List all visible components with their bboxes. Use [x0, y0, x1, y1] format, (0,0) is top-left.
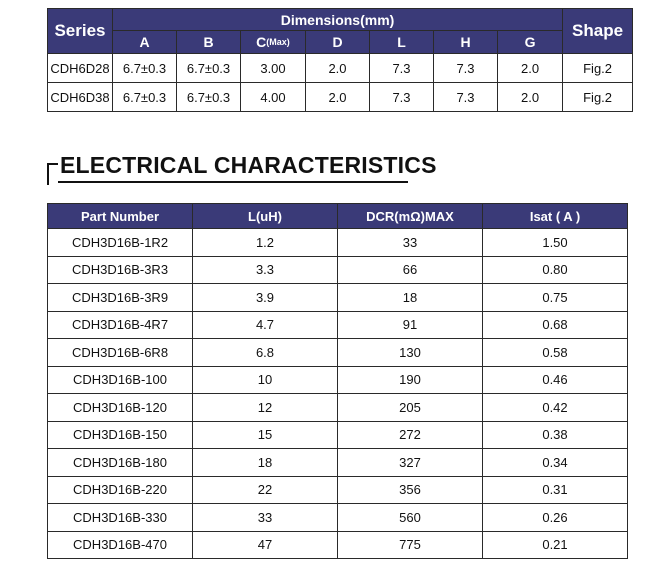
inductance-cell: 47	[193, 531, 338, 559]
dcr-cell: 272	[338, 421, 483, 449]
dimension-column-label: L	[397, 34, 406, 50]
dimension-column-label: D	[332, 34, 343, 50]
electrical-characteristics-table	[47, 203, 628, 559]
dimension-column-label: G	[524, 34, 536, 50]
part-number-cell: CDH3D16B-3R3	[48, 256, 193, 284]
isat-header: Isat ( A )	[483, 204, 628, 229]
isat-cell: 0.31	[483, 476, 628, 504]
dcr-cell: 356	[338, 476, 483, 504]
dimension-column-header	[498, 31, 563, 54]
electrical-header-row	[48, 204, 628, 229]
part-number-cell: CDH3D16B-4R7	[48, 311, 193, 339]
inductance-cell: 12	[193, 394, 338, 422]
heading-bracket	[47, 163, 58, 185]
shape-header: Shape	[563, 9, 633, 54]
dimension-column-header	[241, 31, 306, 54]
dimension-value-cell: 2.0	[306, 83, 370, 112]
dimension-column-header	[306, 31, 370, 54]
part-number-cell: CDH3D16B-1R2	[48, 229, 193, 257]
dcr-header: DCR(mΩ)MAX	[338, 204, 483, 229]
part-number-cell: CDH3D16B-3R9	[48, 284, 193, 312]
dimension-value-cell: 2.0	[306, 54, 370, 83]
electrical-body	[48, 229, 628, 559]
table-row	[48, 366, 628, 394]
isat-cell: 0.26	[483, 504, 628, 532]
heading-underline	[58, 181, 408, 183]
dimension-column-header	[177, 31, 241, 54]
isat-cell: 1.50	[483, 229, 628, 257]
inductance-cell: 18	[193, 449, 338, 477]
part-number-cell: CDH3D16B-470	[48, 531, 193, 559]
table-row	[48, 229, 628, 257]
table-row	[48, 476, 628, 504]
series-cell: CDH6D38	[48, 83, 113, 112]
dcr-cell: 66	[338, 256, 483, 284]
section-title: ELECTRICAL CHARACTERISTICS	[60, 152, 437, 178]
dimension-column-header	[370, 31, 434, 54]
dimension-value-cell: 2.0	[498, 83, 563, 112]
dcr-cell: 327	[338, 449, 483, 477]
table-row	[48, 449, 628, 477]
dimension-value-cell: 4.00	[241, 83, 306, 112]
dimensions-row	[48, 83, 633, 112]
part-number-header: Part Number	[48, 204, 193, 229]
dcr-cell: 205	[338, 394, 483, 422]
dimension-column-header	[113, 31, 177, 54]
part-number-cell: CDH3D16B-220	[48, 476, 193, 504]
dimension-columns-row	[48, 31, 633, 54]
dimensions-row	[48, 54, 633, 83]
table-row	[48, 504, 628, 532]
inductance-cell: 4.7	[193, 311, 338, 339]
isat-cell: 0.42	[483, 394, 628, 422]
inductance-cell: 6.8	[193, 339, 338, 367]
table-row	[48, 339, 628, 367]
dimension-value-cell: 6.7±0.3	[177, 54, 241, 83]
isat-cell: 0.80	[483, 256, 628, 284]
dcr-cell: 91	[338, 311, 483, 339]
dimension-column-label: B	[203, 34, 214, 50]
inductance-cell: 3.3	[193, 256, 338, 284]
dimensions-body	[48, 54, 633, 112]
inductance-cell: 33	[193, 504, 338, 532]
inductance-cell: 15	[193, 421, 338, 449]
shape-cell: Fig.2	[563, 83, 633, 112]
dimension-column-label: H	[460, 34, 471, 50]
dimensions-table	[47, 8, 633, 112]
part-number-cell: CDH3D16B-100	[48, 366, 193, 394]
part-number-cell: CDH3D16B-180	[48, 449, 193, 477]
isat-cell: 0.21	[483, 531, 628, 559]
inductance-cell: 22	[193, 476, 338, 504]
isat-cell: 0.68	[483, 311, 628, 339]
dcr-cell: 775	[338, 531, 483, 559]
table-row	[48, 311, 628, 339]
dcr-cell: 33	[338, 229, 483, 257]
isat-cell: 0.38	[483, 421, 628, 449]
dimension-column-label: C	[256, 34, 267, 50]
dimension-column-label: A	[139, 34, 150, 50]
part-number-cell: CDH3D16B-330	[48, 504, 193, 532]
series-cell: CDH6D28	[48, 54, 113, 83]
dcr-cell: 18	[338, 284, 483, 312]
dimension-value-cell: 7.3	[434, 83, 498, 112]
table-row	[48, 531, 628, 559]
table-row	[48, 256, 628, 284]
dimension-value-cell: 7.3	[434, 54, 498, 83]
dimension-value-cell: 7.3	[370, 54, 434, 83]
dimension-value-cell: 6.7±0.3	[113, 83, 177, 112]
isat-cell: 0.46	[483, 366, 628, 394]
inductance-cell: 3.9	[193, 284, 338, 312]
dimension-column-sublabel: (Max)	[266, 37, 290, 47]
table-row	[48, 394, 628, 422]
dimensions-header: Dimensions(mm)	[113, 9, 563, 31]
inductance-header: L(uH)	[193, 204, 338, 229]
dimension-value-cell: 6.7±0.3	[113, 54, 177, 83]
part-number-cell: CDH3D16B-120	[48, 394, 193, 422]
section-heading	[47, 152, 437, 184]
table-row	[48, 284, 628, 312]
series-header: Series	[48, 9, 113, 54]
isat-cell: 0.58	[483, 339, 628, 367]
dcr-cell: 190	[338, 366, 483, 394]
dcr-cell: 560	[338, 504, 483, 532]
dimension-value-cell: 6.7±0.3	[177, 83, 241, 112]
table-row	[48, 421, 628, 449]
dimension-value-cell: 7.3	[370, 83, 434, 112]
dimension-value-cell: 2.0	[498, 54, 563, 83]
dcr-cell: 130	[338, 339, 483, 367]
inductance-cell: 10	[193, 366, 338, 394]
inductance-cell: 1.2	[193, 229, 338, 257]
part-number-cell: CDH3D16B-150	[48, 421, 193, 449]
isat-cell: 0.75	[483, 284, 628, 312]
dimension-value-cell: 3.00	[241, 54, 306, 83]
part-number-cell: CDH3D16B-6R8	[48, 339, 193, 367]
dimensions-header-row	[48, 9, 633, 31]
shape-cell: Fig.2	[563, 54, 633, 83]
isat-cell: 0.34	[483, 449, 628, 477]
dimension-column-header	[434, 31, 498, 54]
